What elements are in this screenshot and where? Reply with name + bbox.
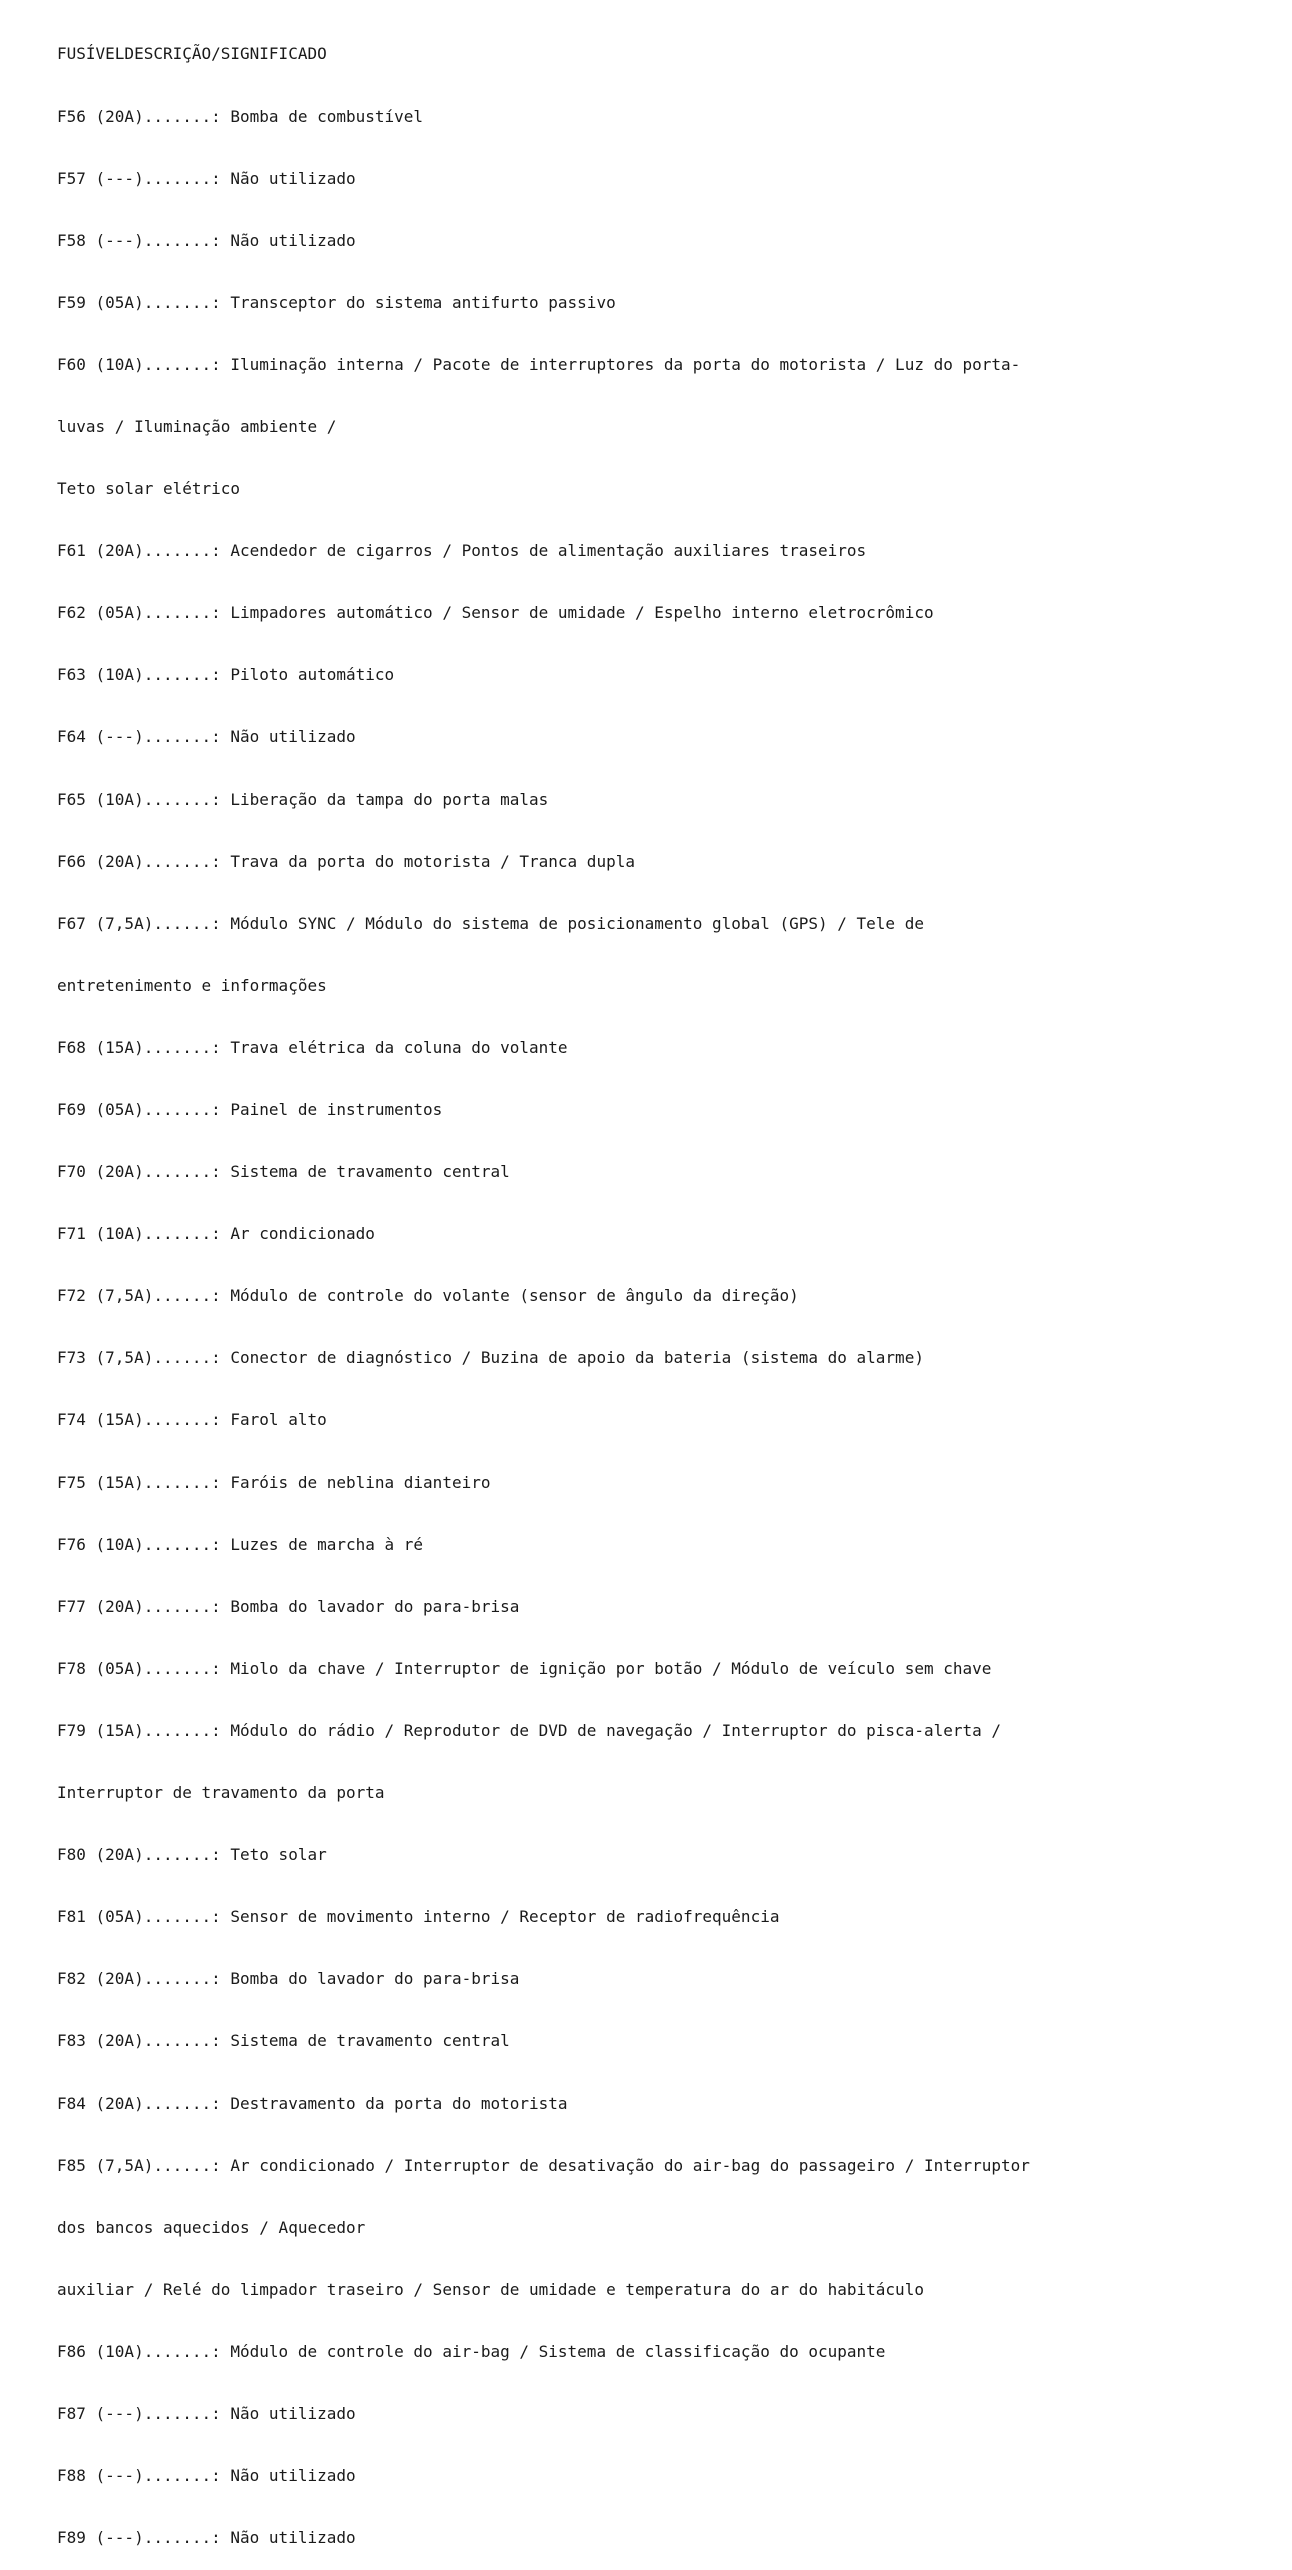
fuse-line-f72: F72 (7,5A)......: Módulo de controle do volante (sensor de ângulo da direção) [57,1286,799,1306]
fuse-line-f84: F84 (20A).......: Destravamento da porta do motorista [57,2093,568,2113]
fuse-line-f71: F71 (10A).......: Ar condicionado [57,1224,375,1244]
fuse-line-f70: F70 (20A).......: Sistema de travamento central [57,1162,510,1182]
fuse-line-f68: F68 (15A).......: Trava elétrica da coluna do volante [57,1037,568,1057]
fuse-line-f89: F89 (---).......: Não utilizado [57,2528,356,2548]
fuse-line-f59: F59 (05A).......: Transceptor do sistema antifurto passivo [57,292,616,312]
fuse-line-f87: F87 (---).......: Não utilizado [57,2403,356,2423]
fuse-line-f78: F78 (05A).......: Miolo da chave / Interruptor de ignição por botão / Módulo de veículo sem chave [57,1658,992,1678]
fuse-line-f77: F77 (20A).......: Bomba do lavador do para-brisa [57,1596,520,1616]
fuse-line-f61: F61 (20A).......: Acendedor de cigarros / Pontos de alimentação auxiliares traseiros [57,541,867,561]
fuse-line-f60: F60 (10A).......: Iluminação interna / Pacote de interruptores da porta do motorista / Luz do porta- [57,354,1021,374]
fuse-line-f69: F69 (05A).......: Painel de instrumentos [57,1100,443,1119]
fuse-line-f83: F83 (20A).......: Sistema de travamento central [57,2031,510,2051]
fuse-line-f74: F74 (15A).......: Farol alto [57,1410,327,1430]
fuse-line-f58: F58 (---).......: Não utilizado [57,230,356,250]
fuse-line-f63: F63 (10A).......: Piloto automático [57,665,395,685]
fuse-line-f73: F73 (7,5A)......: Conector de diagnóstico / Buzina de apoio da bateria (sistema do alarme) [57,1348,924,1368]
fuse-line-f67: F67 (7,5A)......: Módulo SYNC / Módulo do sistema de posicionamento global (GPS) / Tele de [57,913,924,933]
fuse-line-f67-cont: entretenimento e informações [57,975,327,995]
fuse-line-f60-cont-2: Teto solar elétrico [57,479,241,499]
fuse-line-f76: F76 (10A).......: Luzes de marcha à ré [57,1534,424,1554]
fuse-description-document [57,3,1030,2570]
fuse-line-f81: F81 (05A).......: Sensor de movimento interno / Receptor de radiofrequência [57,1907,780,1927]
fuse-line-f82: F82 (20A).......: Bomba do lavador do para-brisa [57,1969,520,1989]
fuse-line-f79-cont: Interruptor de travamento da porta [57,1783,385,1803]
fuse-line-f85: F85 (7,5A)......: Ar condicionado / Interruptor de desativação do air-bag do passageiro / Interruptor [57,2155,1030,2175]
fuse-line-f88: F88 (---).......: Não utilizado [57,2466,356,2486]
fuse-line-f86: F86 (10A).......: Módulo de controle do air-bag / Sistema de classificação do ocupante [57,2341,886,2361]
fuse-line-f60-cont-1: luvas / Iluminação ambiente / [57,416,337,436]
fuse-line-f79: F79 (15A).......: Módulo do rádio / Reprodutor de DVD de navegação / Interruptor do pisca-alerta / [57,1720,1002,1740]
fuse-line-f64: F64 (---).......: Não utilizado [57,727,356,747]
fuse-line-f80: F80 (20A).......: Teto solar [57,1845,327,1865]
fuse-line-f66: F66 (20A).......: Trava da porta do motorista / Tranca dupla [57,851,635,871]
fuse-line-f56: F56 (20A).......: Bomba de combustível [57,106,424,126]
fuse-line-f62: F62 (05A).......: Limpadores automático / Sensor de umidade / Espelho interno eletrocrômico [57,603,934,623]
fuse-line-f85-cont-1: dos bancos aquecidos / Aquecedor [57,2217,366,2237]
fuse-line-f75: F75 (15A).......: Faróis de neblina dianteiro [57,1472,491,1492]
fuse-line-f85-cont-2: auxiliar / Relé do limpador traseiro / Sensor de umidade e temperatura do ar do habitáculo [57,2279,924,2299]
fuse-line-f57: F57 (---).......: Não utilizado [57,168,356,188]
header-line: FUSÍVELDESCRIÇÃO/SIGNIFICADO [57,44,327,64]
fuse-line-f65: F65 (10A).......: Liberação da tampa do porta malas [57,789,549,809]
